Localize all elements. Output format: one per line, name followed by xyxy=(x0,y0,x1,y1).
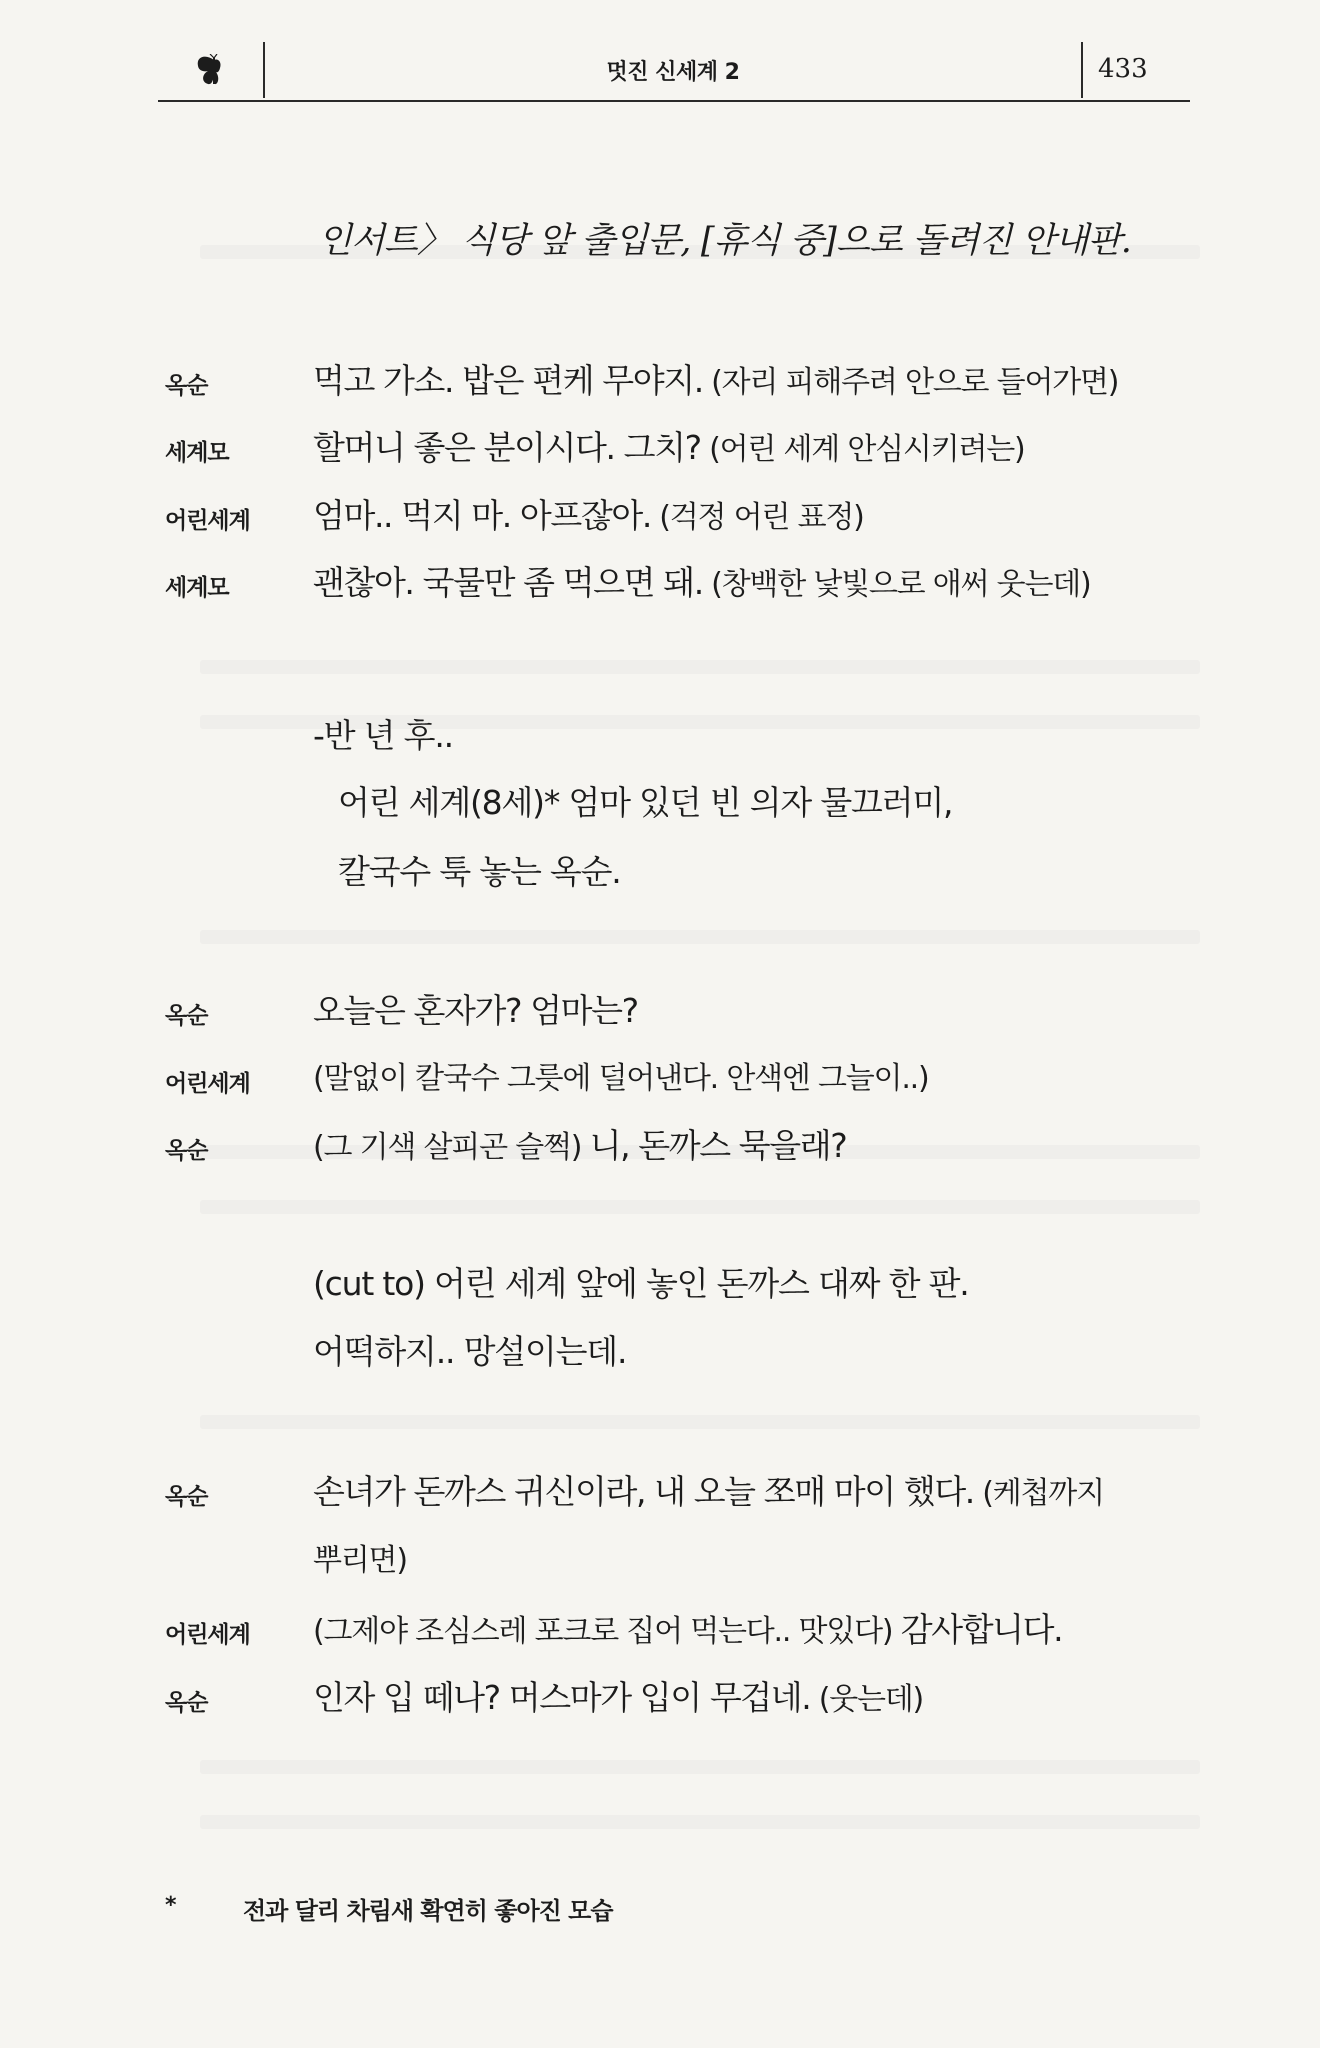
spoken-text: 엄마.. 먹지 마. 아프잖아. xyxy=(313,496,651,535)
speaker-name: 옥순 xyxy=(165,1690,208,1716)
spoken-text: 감사합니다. xyxy=(900,1610,1063,1649)
header-divider-right xyxy=(1081,42,1083,98)
footnote-mark: * xyxy=(165,1893,177,1918)
dialogue-line xyxy=(0,1466,1320,1514)
speaker-name: 세계모 xyxy=(165,575,229,601)
dialogue-text xyxy=(313,557,1091,604)
dialogue-text xyxy=(313,1053,929,1097)
footnote-text: 전과 달리 차림새 확연히 좋아진 모습 xyxy=(243,1897,613,1925)
dialogue-line xyxy=(0,422,1320,470)
bleed-through-mark xyxy=(200,660,1200,674)
parenthetical-continuation xyxy=(313,1535,407,1579)
bleed-through-mark xyxy=(200,930,1200,944)
parenthetical: (그 기색 살피곤 슬쩍) xyxy=(313,1130,590,1165)
bleed-through-mark xyxy=(200,1815,1200,1829)
bleed-through-mark xyxy=(200,1415,1200,1429)
speaker-name: 옥순 xyxy=(165,1003,208,1029)
parenthetical: (창백한 낯빛으로 애써 웃는데) xyxy=(702,567,1091,602)
speaker-name: 어린세계 xyxy=(165,508,250,534)
dialogue-line xyxy=(0,1120,1320,1168)
bleed-through-mark xyxy=(200,1200,1200,1214)
parenthetical: 뿌리면) xyxy=(313,1543,407,1578)
dialogue-line xyxy=(0,1053,1320,1101)
parenthetical: (케첩까지 xyxy=(973,1476,1104,1511)
butterfly-icon xyxy=(192,54,236,88)
speaker-name: 옥순 xyxy=(165,1484,208,1510)
parenthetical: (자리 피해주려 안으로 들어가면) xyxy=(702,365,1119,400)
running-title: 멋진 신세계 2 xyxy=(606,60,740,85)
header-rule xyxy=(158,100,1190,102)
dialogue-text xyxy=(313,355,1118,402)
transition-description: 어린 세계(8세)* 엄마 있던 빈 의자 물끄러미, xyxy=(338,783,953,822)
dialogue-text xyxy=(313,422,1025,469)
speaker-name: 어린세계 xyxy=(165,1071,250,1097)
parenthetical: (그제야 조심스레 포크로 집어 먹는다.. 맛있다) xyxy=(313,1614,901,1649)
dialogue-text xyxy=(313,1466,1104,1513)
spoken-text: 오늘은 혼자가? 엄마는? xyxy=(313,991,638,1030)
dialogue-line xyxy=(0,1604,1320,1652)
transition-description: 칼국수 툭 놓는 옥순. xyxy=(338,852,621,891)
speaker-name: 옥순 xyxy=(165,1138,208,1164)
spoken-text: 니, 돈까스 묵을래? xyxy=(589,1126,847,1165)
bleed-through-mark xyxy=(200,1760,1200,1774)
spoken-text: 손녀가 돈까스 귀신이라, 내 오늘 쪼매 마이 했다. xyxy=(313,1472,974,1511)
page-number: 433 xyxy=(1098,54,1148,84)
spoken-text: 먹고 가소. 밥은 편케 무야지. xyxy=(313,361,703,400)
parenthetical: (걱정 어린 표정) xyxy=(650,500,864,535)
speaker-name: 세계모 xyxy=(165,440,229,466)
speaker-name: 옥순 xyxy=(165,373,208,399)
dialogue-text xyxy=(313,490,864,537)
dialogue-continuation xyxy=(0,1535,1320,1583)
dialogue-line xyxy=(0,557,1320,605)
running-header xyxy=(158,40,1190,102)
dialogue-text xyxy=(313,1672,923,1719)
dialogue-line xyxy=(0,355,1320,403)
dialogue-text xyxy=(313,985,638,1032)
dialogue-line xyxy=(0,1672,1320,1720)
spoken-text: 할머니 좋은 분이시다. 그치? xyxy=(313,428,701,467)
speaker-name: 어린세계 xyxy=(165,1622,250,1648)
dialogue-text xyxy=(313,1120,846,1167)
dialogue-text xyxy=(313,1604,1062,1651)
dialogue-line xyxy=(0,985,1320,1033)
parenthetical: (웃는데) xyxy=(810,1682,924,1717)
spoken-text: 괜찮아. 국물만 좀 먹으면 돼. xyxy=(313,563,703,602)
transition-time-skip: -반 년 후.. xyxy=(313,716,453,755)
spoken-text: 인자 입 떼나? 머스마가 입이 무겁네. xyxy=(313,1678,811,1717)
dialogue-line xyxy=(0,490,1320,538)
cut-to-direction: (cut to) 어린 세계 앞에 놓인 돈까스 대짜 한 판. xyxy=(313,1264,969,1303)
parenthetical: (말없이 칼국수 그릇에 덜어낸다. 안색엔 그늘이..) xyxy=(313,1061,929,1096)
cut-to-direction: 어떡하지.. 망설이는데. xyxy=(313,1332,627,1371)
parenthetical: (어린 세계 안심시키려는) xyxy=(700,432,1025,467)
stage-direction-insert: 인서트〉 식당 앞 출입문, [휴식 중]으로 돌려진 안내판. xyxy=(318,221,1132,261)
